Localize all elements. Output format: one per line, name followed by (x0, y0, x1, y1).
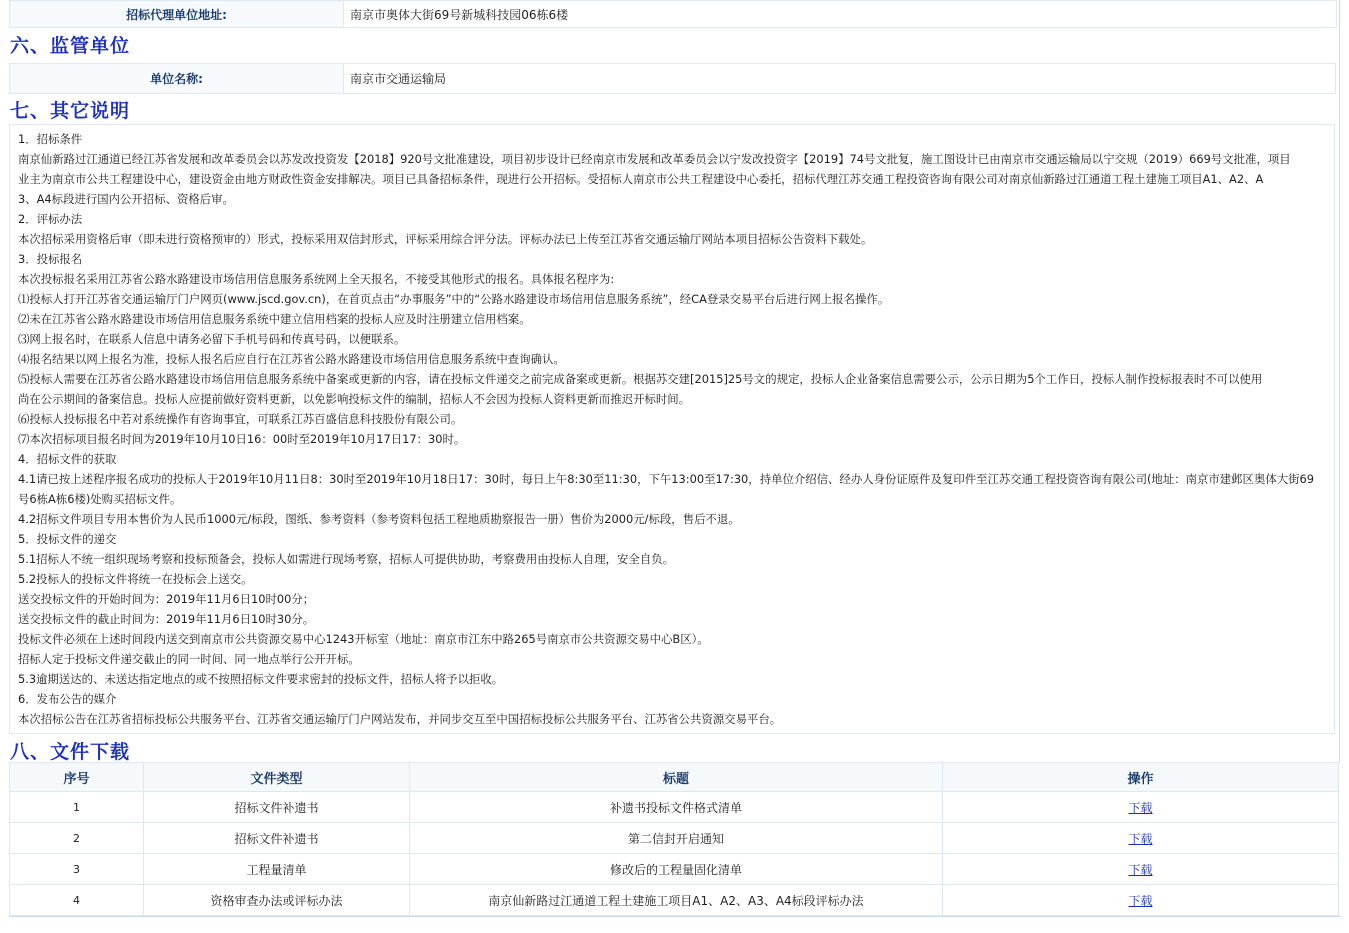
downloads-header-row (10, 763, 1339, 792)
notes-line: 1．招标条件 (18, 132, 83, 146)
notes-line: 本次投标报名采用江苏省公路水路建设市场信用信息服务系统网上全天报名，不接受其他形式的报名。具体报名程序为: (18, 272, 615, 286)
supervision-unit-row (10, 64, 1336, 94)
table-row (10, 792, 1339, 823)
notes-line: ⑹投标人投标报名中若对系统操作有咨询事宜，可联系江苏百盛信息科技股份有限公司。 (18, 412, 463, 426)
agency-address-row (10, 1, 1337, 28)
notes-line: 3、A4标段进行国内公开招标、资格后审。 (18, 192, 234, 206)
notes-line: 本次招标公告在江苏省招标投标公共服务平台、江苏省交通运输厅门户网站发布，并同步交互至中国招标投标公共服务平台、江苏省公共资源交易平台。 (18, 712, 782, 726)
notes-line: ⑸投标人需要在江苏省公路水路建设市场信用信息服务系统中备案或更新的内容，请在投标文件递交之前完成备案或更新。根据苏交建[2015]25号文的规定，投标人企业备案信息需要公示，公示日期为5个工作日，投标人制作投标报表时不可以使用 (18, 372, 1263, 386)
row-file-type: 招标文件补遗书 (144, 792, 410, 823)
row-title: 南京仙新路过江通道工程土建施工项目A1、A2、A3、A4标段评标办法 (410, 885, 943, 916)
section-downloads-title: 八、文件下载 (10, 741, 131, 763)
table-row (10, 823, 1339, 854)
notes-line: ⑷报名结果以网上报名为准，投标人报名后应自行在江苏省公路水路建设市场信用信息服务系统中查询确认。 (18, 352, 565, 366)
row-number: 1 (10, 792, 144, 823)
notes-line: 4.1请已按上述程序报名成功的投标人于2019年10月11日8：30时至2019年10月18日17：30时，每日上午8:30至11:30，下午13:00至17:30，持单位介绍信、经办人身份证原件及复印件至江苏交通工程投资咨询有限公司(地址：南京市建邺区奥体大街69 (18, 472, 1315, 486)
row-number: 2 (10, 823, 144, 854)
notes-line: 5.2投标人的投标文件将统一在投标会上送交。 (18, 572, 253, 586)
row-file-type: 工程量清单 (144, 854, 410, 885)
notes-line: 送交投标文件的开始时间为：2019年11月6日10时00分； (18, 592, 315, 606)
notes-line: 送交投标文件的截止时间为：2019年11月6日10时30分。 (18, 612, 315, 626)
row-number: 4 (10, 885, 144, 916)
bottom-frame-line (9, 916, 1341, 917)
notes-line: 号6栋A栋6楼)处购买招标文件。 (18, 492, 182, 506)
row-file-type: 招标文件补遗书 (144, 823, 410, 854)
notes-line: 招标人定于投标文件递交截止的同一时间、同一地点举行公开开标。 (18, 652, 360, 666)
row-number: 3 (10, 854, 144, 885)
download-link[interactable]: 下载 (1128, 862, 1153, 877)
download-link[interactable]: 下载 (1128, 800, 1153, 815)
supervision-unit-label: 单位名称: (10, 64, 344, 94)
header-file-type: 文件类型 (144, 763, 410, 792)
notes-line: ⑶网上报名时，在联系人信息中请务必留下手机号码和传真号码，以便联系。 (18, 332, 406, 346)
notes-line: ⑵未在江苏省公路水路建设市场信用信息服务系统中建立信用档案的投标人应及时注册建立信用档案。 (18, 312, 531, 326)
notes-line: ⑴投标人打开江苏省交通运输厅门户网页(www.jscd.gov.cn)，在首页点击“办事服务”中的“公路水路建设市场信用信息服务系统”，经CA登录交易平台后进行网上报名操作。 (18, 292, 890, 306)
header-title: 标题 (410, 763, 943, 792)
agency-info-table (9, 0, 1337, 28)
notes-line: ⑺本次招标项目报名时间为2019年10月10日16：00时至2019年10月17日17：30时。 (18, 432, 466, 446)
header-action: 操作 (943, 763, 1339, 792)
notes-line: 尚在公示期间的备案信息。投标人应提前做好资料更新，以免影响投标文件的编制，招标人不会因为投标人资料更新而推迟开标时间。 (18, 392, 691, 406)
notes-line: 6．发布公告的媒介 (18, 692, 117, 706)
download-link[interactable]: 下载 (1128, 831, 1153, 846)
notes-line: 2．评标办法 (18, 212, 83, 226)
header-number: 序号 (10, 763, 144, 792)
notes-line: 本次招标采用资格后审（即未进行资格预审的）形式，投标采用双信封形式，评标采用综合评分法。评标办法已上传至江苏省交通运输厅网站本项目招标公告资料下载处。 (18, 232, 873, 246)
supervision-unit-value: 南京市交通运输局 (344, 64, 1336, 94)
notes-line: 南京仙新路过江通道已经江苏省发展和改革委员会以苏发改投资发【2018】920号文批准建设，项目初步设计已经南京市发展和改革委员会以宁发改投资字【2019】74号文批复，施工图设计已由南京市交通运输局以宁交规（2019）669号文批准，项目 (18, 152, 1291, 166)
notes-line: 5.1招标人不统一组织现场考察和投标预备会，投标人如需进行现场考察，招标人可提供协助，考察费用由投标人自理，安全自负。 (18, 552, 674, 566)
notes-line: 5．投标文件的递交 (18, 532, 117, 546)
table-row (10, 854, 1339, 885)
agency-address-value: 南京市奥体大街69号新城科技园06栋6楼 (344, 1, 1337, 28)
row-title: 补遗书投标文件格式清单 (410, 792, 943, 823)
agency-address-label: 招标代理单位地址: (10, 1, 344, 28)
row-title: 修改后的工程量固化清单 (410, 854, 943, 885)
download-link[interactable]: 下载 (1128, 893, 1153, 908)
notes-line: 4．招标文件的获取 (18, 452, 117, 466)
notes-line: 3．投标报名 (18, 252, 83, 266)
notes-line: 投标文件必须在上述时间段内送交到南京市公共资源交易中心1243开标室（地址：南京市江东中路265号南京市公共资源交易中心B区）。 (18, 632, 709, 646)
row-title: 第二信封开启通知 (410, 823, 943, 854)
row-file-type: 资格审查办法或评标办法 (144, 885, 410, 916)
notes-line: 4.2招标文件项目专用本售价为人民币1000元/标段，图纸、参考资料（参考资料包括工程地质勘察报告一册）售价为2000元/标段，售后不退。 (18, 512, 740, 526)
table-row (10, 885, 1339, 916)
section-supervision-title: 六、监管单位 (10, 35, 131, 57)
section-notes-title: 七、其它说明 (10, 100, 131, 122)
right-frame-line (1339, 0, 1340, 762)
supervision-table (9, 63, 1336, 94)
notes-line: 业主为南京市公共工程建设中心，建设资金由地方财政性资金安排解决。项目已具备招标条件，现进行公开招标。受招标人南京市公共工程建设中心委托，招标代理江苏交通工程投资咨询有限公司对南京仙新路过江通道工程土建施工项目A1、A2、A (18, 172, 1264, 186)
downloads-table (9, 762, 1339, 916)
notes-line: 5.3逾期送达的、未送达指定地点的或不按照招标文件要求密封的投标文件，招标人将予以拒收。 (18, 672, 504, 686)
